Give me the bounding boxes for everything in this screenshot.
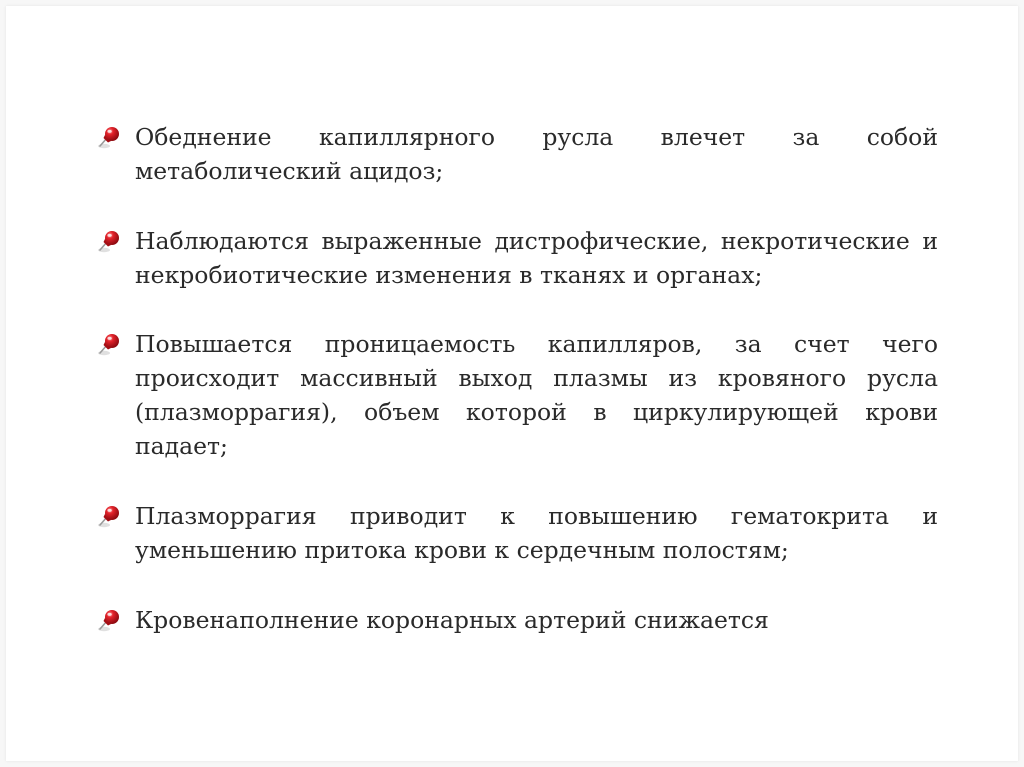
red-pushpin-icon <box>96 124 122 150</box>
bullet-list <box>6 6 1018 761</box>
slide <box>6 6 1018 761</box>
bullet-item <box>90 499 938 567</box>
bullet-text: Кровенаполнение коронарных артерий снижается <box>135 606 769 634</box>
red-pushpin-icon <box>96 331 122 357</box>
bullet-item <box>90 224 938 292</box>
red-pushpin-icon <box>96 228 122 254</box>
bullet-text: Повышается проницаемость капилляров, за счет чего происходит массивный выход плазмы из кровяного русла (плазморрагия), объем которой в циркулирующей крови падает; <box>135 330 938 460</box>
red-pushpin-icon <box>96 503 122 529</box>
bullet-text: Обеднение капиллярного русла влечет за собой метаболический ацидоз; <box>135 123 938 185</box>
bullet-text: Наблюдаются выраженные дистрофические, некротические и некробиотические изменения в тканях и органах; <box>135 227 938 289</box>
bullet-item <box>90 603 938 637</box>
red-pushpin-icon <box>96 607 122 633</box>
bullet-item <box>90 327 938 463</box>
bullet-text: Плазморрагия приводит к повышению гематокрита и уменьшению притока крови к сердечным полостям; <box>135 502 938 564</box>
bullet-item <box>90 120 938 188</box>
